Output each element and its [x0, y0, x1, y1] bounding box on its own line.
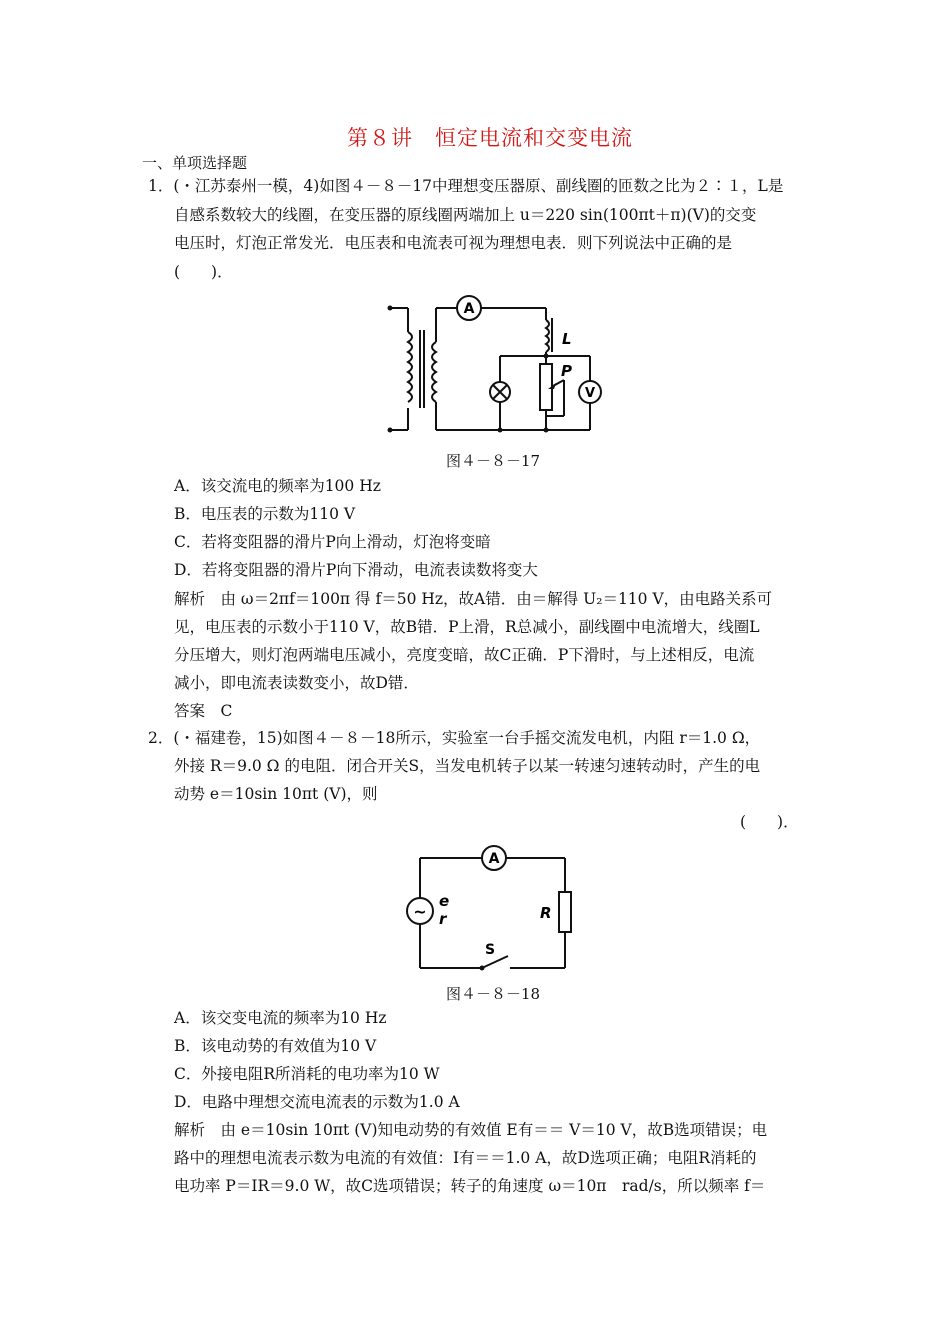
option-d: D．若将变阻器的滑片P向下滑动，电流表读数将变大	[174, 561, 538, 579]
switch-label: S	[485, 942, 496, 958]
answer-blank: ( )．	[740, 813, 799, 831]
q1-line: 电压时，灯泡正常发光．电压表和电流表可视为理想电表．则下列说法中正确的是	[174, 234, 733, 252]
answer: 答案 C	[174, 702, 233, 720]
internal-resistance-label: r	[439, 910, 447, 928]
analysis-line: 解析 由 ω＝2πf＝100π 得 f＝50 Hz，故A错．由＝解得 U₂＝110 V，由电路关系可	[174, 590, 773, 608]
analysis-line: 路中的理想电流表示数为电流的有效值：I有＝＝1.0 A，故D选项正确；电阻R消耗的	[174, 1149, 757, 1167]
ammeter-label: A	[463, 301, 475, 317]
ac-source-icon: ~	[413, 902, 427, 921]
slider-label: P	[561, 362, 572, 380]
voltmeter-label: V	[584, 386, 596, 401]
option-c: C．外接电阻R所消耗的电功率为10 W	[174, 1065, 440, 1083]
q2-line: 2．(・福建卷，15)如图４－８－18所示，实验室一台手摇交流发电机，内阻 r＝1.0 Ω，	[148, 729, 761, 747]
generator-circuit-diagram	[400, 840, 590, 980]
q1-line: ( )．	[174, 263, 233, 281]
q2-line: 外接 R＝9.0 Ω 的电阻．闭合开关S，当发电机转子以某一转速匀速转动时，产生的电	[174, 757, 761, 775]
analysis-line: 电功率 P＝IR＝9.0 W，故C选项错误；转子的角速度 ω＝10π rad/s，所以频率 f＝	[174, 1177, 766, 1195]
option-a: A．该交变电流的频率为10 Hz	[174, 1009, 387, 1027]
resistor-label: R	[540, 904, 552, 922]
emf-label: e	[439, 892, 450, 910]
page-title: 第８讲 恒定电流和交变电流	[347, 126, 633, 150]
option-a: A．该交流电的频率为100 Hz	[174, 477, 381, 495]
figure-caption: 图４－８－17	[446, 452, 541, 470]
analysis-line: 减小，即电流表读数变小，故D错．	[174, 674, 419, 692]
section-heading: 一、单项选择题	[142, 154, 248, 172]
option-c: C．若将变阻器的滑片P向上滑动，灯泡将变暗	[174, 533, 491, 551]
option-b: B．该电动势的有效值为10 V	[174, 1037, 377, 1055]
figure-caption: 图４－８－18	[446, 985, 541, 1003]
q1-line: 1．(・江苏泰州一模，4)如图４－８－17中理想变压器原、副线圈的匝数之比为２∶１，L是	[148, 177, 784, 195]
analysis-line: 解析 由 e＝10sin 10πt (V)知电动势的有效值 E有＝＝ V＝10 V，故B选项错误；电	[174, 1121, 768, 1139]
ammeter-label: A	[488, 851, 500, 867]
transformer-circuit-diagram	[380, 292, 620, 442]
analysis-line: 见，电压表的示数小于110 V，故B错．P上滑，R总减小，副线圈中电流增大，线圈L	[174, 618, 760, 636]
analysis-line: 分压增大，则灯泡两端电压减小，亮度变暗，故C正确．P下滑时，与上述相反，电流	[174, 646, 755, 664]
q1-line: 自感系数较大的线圈，在变压器的原线圈两端加上 u＝220 sin(100πt＋π)(V)的交变	[174, 206, 757, 224]
option-d: D．电路中理想交流电流表的示数为1.0 A	[174, 1093, 460, 1111]
option-b: B．电压表的示数为110 V	[174, 505, 356, 523]
inductor-label: L	[562, 330, 572, 348]
q2-line: 动势 e＝10sin 10πt (V)，则	[174, 785, 378, 803]
